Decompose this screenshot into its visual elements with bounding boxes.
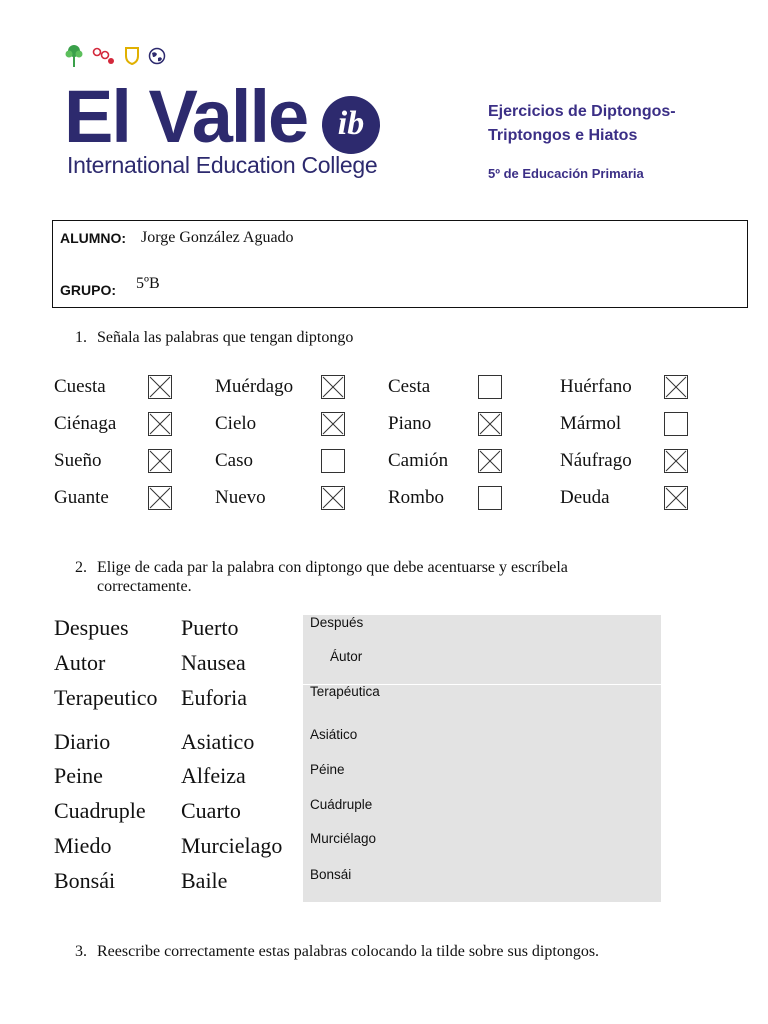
- answer-text[interactable]: Cuádruple: [310, 797, 373, 812]
- word-label: Ciénaga: [54, 413, 117, 434]
- x-mark-icon: [479, 450, 501, 472]
- ib-logo-icon: ib: [322, 96, 380, 154]
- checkbox[interactable]: [478, 486, 502, 510]
- pair-word-b: Asiatico: [181, 729, 255, 754]
- pair-word-b: Euforia: [181, 685, 247, 710]
- answer-text[interactable]: Bonsái: [310, 867, 352, 882]
- checkbox[interactable]: [321, 449, 345, 473]
- question-1-text: Señala las palabras que tengan diptongo: [97, 329, 354, 346]
- pair-word-a: Miedo: [54, 833, 112, 858]
- question-3-number: 3.: [75, 943, 87, 960]
- school-logo-text: El Valle: [64, 75, 308, 158]
- document-title-line2: Triptongos e Hiatos: [488, 127, 638, 144]
- checkbox[interactable]: [664, 412, 688, 436]
- x-mark-icon: [665, 450, 687, 472]
- checkbox[interactable]: [478, 375, 502, 399]
- checkbox[interactable]: [321, 375, 345, 399]
- answer-text[interactable]: Terapéutica: [310, 684, 380, 699]
- checkbox[interactable]: [664, 375, 688, 399]
- checkbox[interactable]: [148, 412, 172, 436]
- x-mark-icon: [322, 376, 344, 398]
- checkbox[interactable]: [148, 375, 172, 399]
- pair-word-a: Peine: [54, 763, 103, 788]
- x-mark-icon: [322, 413, 344, 435]
- globe-icon: [148, 47, 166, 65]
- word-label: Sueño: [54, 450, 102, 471]
- word-label: Deuda: [560, 487, 610, 508]
- x-mark-icon: [149, 450, 171, 472]
- question-2-text: Elige de cada par la palabra con diptongo que debe acentuarse y escríbela: [97, 559, 568, 576]
- pair-word-b: Cuarto: [181, 798, 241, 823]
- answer-text[interactable]: Péine: [310, 762, 345, 777]
- document-title: [488, 100, 728, 148]
- tree-icon: [64, 44, 84, 68]
- pair-word-a: Bonsái: [54, 868, 116, 893]
- logo-icons: [64, 44, 166, 68]
- pair-word-b: Nausea: [181, 650, 246, 675]
- molecule-icon: [92, 46, 116, 66]
- checkbox[interactable]: [148, 449, 172, 473]
- pair-word-a: Cuadruple: [54, 798, 146, 823]
- question-3: [75, 943, 599, 961]
- checkbox[interactable]: [321, 412, 345, 436]
- answer-text[interactable]: Asiático: [310, 727, 358, 742]
- x-mark-icon: [479, 413, 501, 435]
- x-mark-icon: [149, 413, 171, 435]
- x-mark-icon: [665, 376, 687, 398]
- word-label: Huérfano: [560, 376, 632, 397]
- answer-text[interactable]: Áutor: [330, 649, 363, 664]
- question-3-text: Reescribe correctamente estas palabras colocando la tilde sobre sus diptongos.: [97, 943, 600, 960]
- pair-word-b: Puerto: [181, 615, 239, 640]
- question-1-number: 1.: [75, 329, 87, 346]
- x-mark-icon: [149, 376, 171, 398]
- checkbox[interactable]: [478, 412, 502, 436]
- group-field[interactable]: 5ºB: [136, 275, 160, 292]
- checkbox[interactable]: [478, 449, 502, 473]
- word-label: Caso: [215, 450, 253, 471]
- word-label: Nuevo: [215, 487, 266, 508]
- group-label: GRUPO:: [60, 282, 116, 298]
- student-name-label: ALUMNO:: [60, 230, 127, 246]
- question-2: [75, 558, 568, 596]
- checkbox[interactable]: [664, 449, 688, 473]
- word-label: Camión: [388, 450, 449, 471]
- x-mark-icon: [665, 487, 687, 509]
- checkbox[interactable]: [321, 486, 345, 510]
- word-label: Cesta: [388, 376, 431, 397]
- pair-word-a: Autor: [54, 650, 106, 675]
- shield-icon: [124, 46, 140, 66]
- document-title-line1: Ejercicios de Diptongos-: [488, 103, 676, 120]
- pair-word-b: Baile: [181, 868, 228, 893]
- word-label: Cuesta: [54, 376, 106, 397]
- checkbox[interactable]: [148, 486, 172, 510]
- student-name-field[interactable]: Jorge González Aguado: [141, 229, 294, 246]
- word-label: Rombo: [388, 487, 444, 508]
- pair-word-b: Murcielago: [181, 833, 283, 858]
- question-1: [75, 329, 353, 347]
- pair-word-a: Diario: [54, 729, 111, 754]
- word-label: Náufrago: [560, 450, 632, 471]
- checkbox[interactable]: [664, 486, 688, 510]
- question-2-number: 2.: [75, 559, 87, 576]
- answer-text[interactable]: Después: [310, 615, 364, 630]
- school-logo-subtitle: International Education College: [67, 152, 378, 178]
- document-subtitle: 5º de Educación Primaria: [488, 166, 644, 181]
- question-2-text-cont: correctamente.: [97, 578, 192, 595]
- word-label: Guante: [54, 487, 109, 508]
- pair-word-b: Alfeiza: [181, 763, 246, 788]
- word-label: Mármol: [560, 413, 622, 434]
- word-label: Muérdago: [215, 376, 294, 397]
- answer-text[interactable]: Murciélago: [310, 831, 377, 846]
- pair-word-a: Despues: [54, 615, 129, 640]
- x-mark-icon: [149, 487, 171, 509]
- word-label: Piano: [388, 413, 432, 434]
- pair-word-a: Terapeutico: [54, 685, 158, 710]
- word-label: Cielo: [215, 413, 257, 434]
- x-mark-icon: [322, 487, 344, 509]
